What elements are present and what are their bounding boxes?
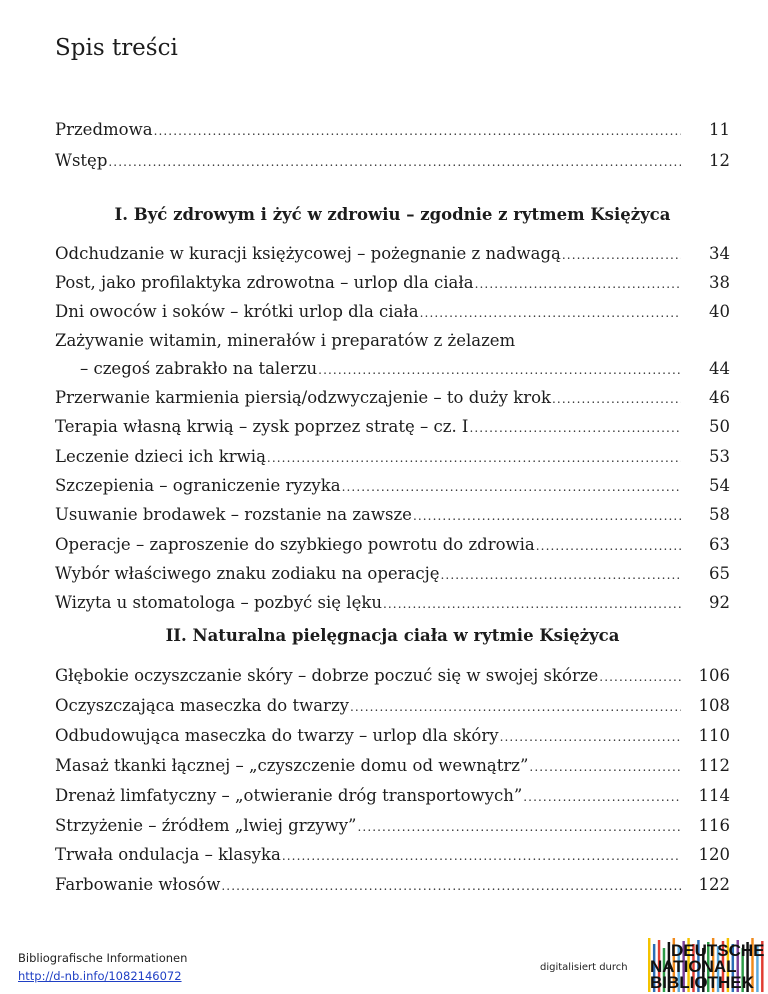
entry-title: Wstęp bbox=[55, 151, 108, 170]
toc-entry bbox=[55, 722, 730, 752]
dot-leader bbox=[413, 503, 681, 530]
toc-entry bbox=[55, 782, 730, 812]
entry-title: Wybór właściwego znaku zodiaku na operację bbox=[55, 564, 440, 584]
entry-title: Odchudzanie w kuracji księżycowej – pożegnanie z nadwagą bbox=[55, 243, 561, 263]
toc-entry bbox=[55, 692, 730, 722]
entry-page-number: 63 bbox=[709, 534, 730, 554]
toc-entry bbox=[55, 841, 730, 871]
logo-line: DEUTSCHE bbox=[671, 941, 765, 960]
entry-title: Usuwanie brodawek – rozstanie na zawsze bbox=[55, 505, 412, 525]
entry-page-number: 38 bbox=[709, 272, 730, 292]
toc-entry bbox=[55, 269, 730, 298]
logo-line: NATIONAL bbox=[650, 957, 737, 976]
entry-page-number: 112 bbox=[698, 755, 730, 775]
entry-page-number: 58 bbox=[709, 505, 730, 525]
bibliographic-info-link[interactable]: http://d-nb.info/1082146072 bbox=[18, 969, 182, 983]
toc-entry bbox=[55, 327, 730, 354]
dot-leader bbox=[529, 754, 681, 782]
dot-leader bbox=[420, 300, 681, 327]
digitized-by-label: digitalisiert durch bbox=[540, 962, 628, 973]
entry-title: Drenaż limfatyczny – „otwieranie dróg transportowych” bbox=[55, 785, 523, 805]
toc-entry bbox=[55, 298, 730, 327]
dot-leader bbox=[267, 445, 681, 472]
entry-page-number: 116 bbox=[698, 815, 730, 835]
dot-leader bbox=[154, 116, 681, 146]
entry-title: Leczenie dzieci ich krwią bbox=[55, 446, 266, 466]
entry-title: Przerwanie karmienia piersią/odzwyczajenie – to duży krok bbox=[55, 388, 552, 408]
entry-title: Zażywanie witamin, minerałów i preparatów z żelazem bbox=[55, 331, 516, 351]
entry-page-number: 40 bbox=[709, 302, 730, 322]
entry-title: Dni owoców i soków – krótki urlop dla ciała bbox=[55, 302, 419, 322]
toc-entry bbox=[55, 146, 730, 177]
entry-page-number: 108 bbox=[698, 695, 730, 715]
bibliographic-info-label: Bibliografische Informationen bbox=[18, 951, 188, 965]
toc-entry bbox=[55, 413, 730, 442]
entry-page-number: 34 bbox=[709, 243, 730, 263]
entry-page-number: 120 bbox=[698, 845, 730, 865]
dot-leader bbox=[318, 357, 681, 384]
entry-title: – czegoś zabrakło na talerzu bbox=[80, 358, 318, 378]
toc-entry bbox=[55, 812, 730, 842]
dot-leader bbox=[523, 784, 681, 812]
section-entry-list bbox=[55, 240, 730, 619]
entry-title: Szczepienia – ograniczenie ryzyka bbox=[55, 476, 341, 496]
toc-entry bbox=[55, 531, 730, 560]
dot-leader bbox=[536, 533, 681, 560]
dot-leader bbox=[599, 664, 681, 692]
entry-title: Odbudowująca maseczka do twarzy – urlop dla skóry bbox=[55, 725, 499, 745]
toc-entry bbox=[55, 560, 730, 589]
entry-title: Farbowanie włosów bbox=[55, 875, 221, 895]
front-matter-list bbox=[55, 115, 730, 177]
section-heading: II. Naturalna pielęgnacja ciała w rytmie Księżyca bbox=[165, 626, 620, 645]
entry-title: Masaż tkanki łącznej – „czyszczenie domu od wewnątrz” bbox=[55, 755, 529, 775]
entry-title: Głębokie oczyszczanie skóry – dobrze poczuć się w swojej skórze bbox=[55, 666, 599, 685]
logo-line: BIBLIOTHEK bbox=[650, 973, 754, 992]
entry-title: Wizyta u stomatologa – pozbyć się lęku bbox=[55, 593, 382, 613]
entry-title: Trwała ondulacja – klasyka bbox=[55, 845, 281, 865]
entry-page-number: 106 bbox=[698, 666, 730, 685]
entry-page-number: 53 bbox=[709, 446, 730, 466]
toc-entry bbox=[55, 384, 730, 413]
entry-page-number: 11 bbox=[709, 120, 730, 139]
dot-leader bbox=[562, 242, 681, 269]
entry-page-number: 114 bbox=[698, 785, 730, 805]
entry-page-number: 44 bbox=[709, 358, 730, 378]
toc-entry bbox=[55, 752, 730, 782]
dot-leader bbox=[282, 843, 681, 871]
toc-entry bbox=[55, 115, 730, 146]
dot-leader bbox=[469, 415, 681, 442]
toc-entry bbox=[55, 355, 730, 384]
dot-leader bbox=[357, 814, 681, 842]
entry-page-number: 54 bbox=[709, 476, 730, 496]
toc-entry bbox=[55, 472, 730, 501]
dot-leader bbox=[500, 724, 681, 752]
toc-entry bbox=[55, 589, 730, 618]
entry-page-number: 65 bbox=[709, 564, 730, 584]
toc-entry bbox=[55, 443, 730, 472]
toc-entry bbox=[55, 240, 730, 269]
entry-title: Przedmowa bbox=[55, 120, 153, 139]
toc-entry bbox=[55, 871, 730, 901]
entry-title: Operacje – zaproszenie do szybkiego powrotu do zdrowia bbox=[55, 534, 535, 554]
entry-title: Post, jako profilaktyka zdrowotna – urlop dla ciała bbox=[55, 272, 474, 292]
section-entry-list bbox=[55, 662, 730, 901]
dot-leader bbox=[441, 562, 682, 589]
toc-entry bbox=[55, 501, 730, 530]
page-title: Spis treści bbox=[55, 35, 178, 61]
dot-leader bbox=[475, 271, 681, 298]
entry-title: Strzyżenie – źródłem „lwiej grzywy” bbox=[55, 815, 357, 835]
dnb-logo bbox=[648, 938, 766, 992]
dot-leader bbox=[383, 591, 681, 618]
toc-entry bbox=[55, 662, 730, 692]
entry-page-number: 122 bbox=[698, 875, 730, 895]
dot-leader bbox=[350, 694, 681, 722]
entry-title: Terapia własną krwią – zysk poprzez stratę – cz. I bbox=[55, 417, 469, 437]
entry-page-number: 50 bbox=[709, 417, 730, 437]
entry-page-number: 12 bbox=[709, 151, 730, 170]
section-heading: I. Być zdrowym i żyć w zdrowiu – zgodnie z rytmem Księżyca bbox=[114, 205, 671, 224]
entry-page-number: 46 bbox=[709, 388, 730, 408]
entry-page-number: 110 bbox=[698, 725, 730, 745]
entry-title: Oczyszczająca maseczka do twarzy bbox=[55, 695, 349, 715]
dot-leader bbox=[221, 873, 681, 901]
entry-page-number: 92 bbox=[709, 593, 730, 613]
dot-leader bbox=[342, 474, 681, 501]
dot-leader bbox=[552, 386, 681, 413]
dot-leader bbox=[108, 147, 681, 177]
